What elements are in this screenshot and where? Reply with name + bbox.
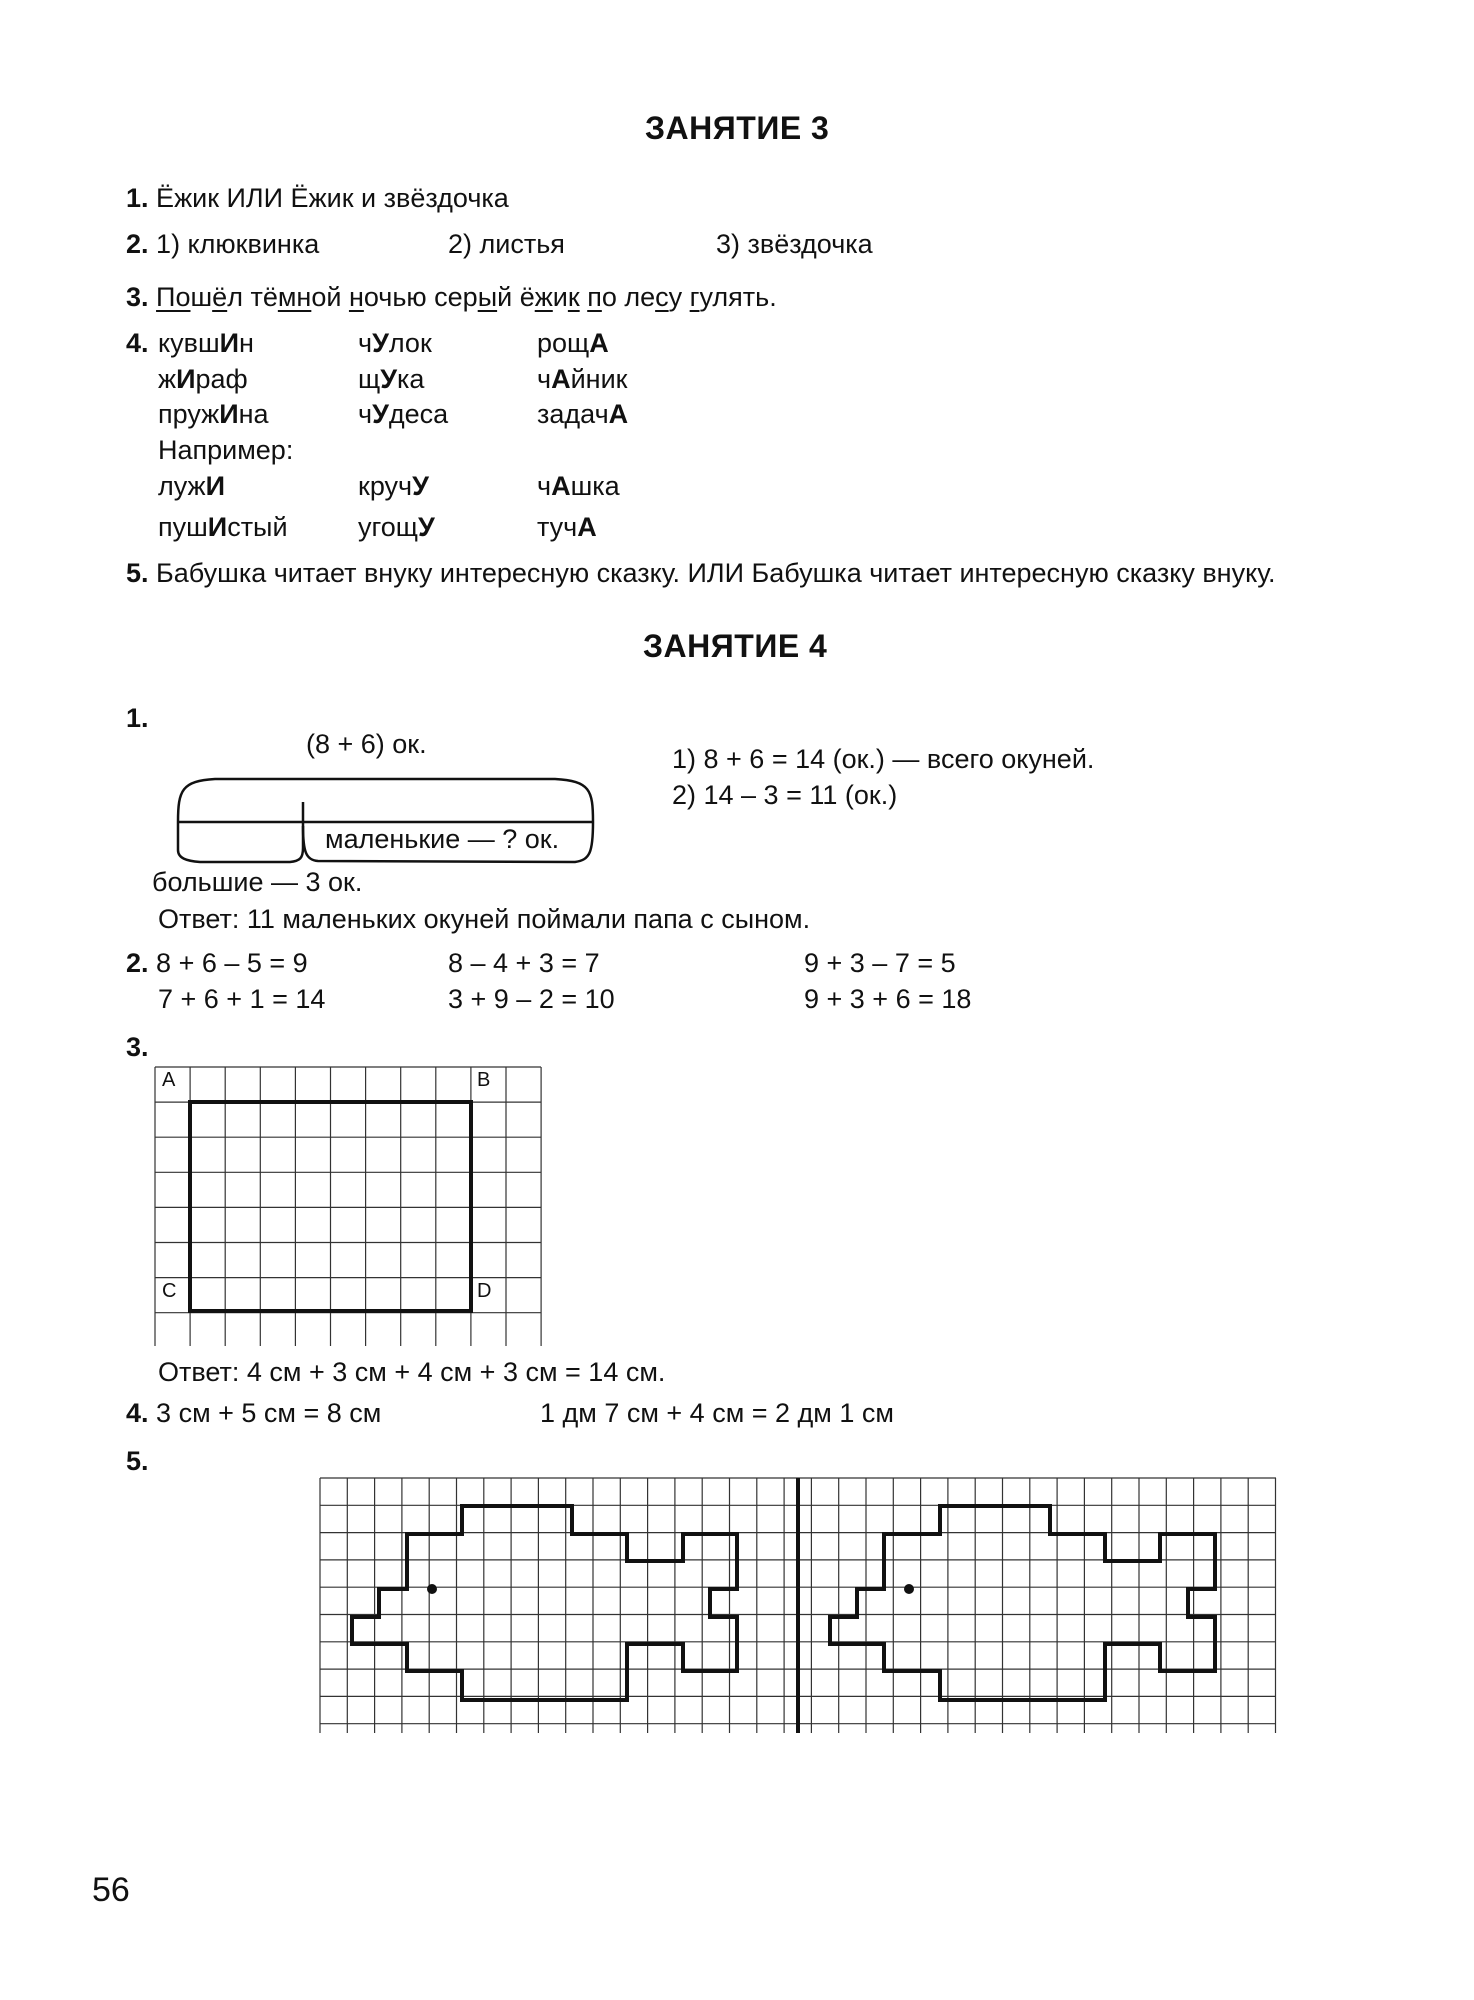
lesson3-title: ЗАНЯТИЕ 3 — [645, 110, 830, 146]
sentence-underlined: Пошёл тёмной ночью серый ёжик по лесу гулять. — [156, 282, 777, 312]
corner-label-d: D — [477, 1280, 492, 1302]
solution-step: 1) 8 + 6 = 14 (ок.) — всего окуней. — [672, 744, 1095, 774]
word: рощА — [537, 328, 609, 358]
word: щУка — [358, 364, 425, 394]
task-number: 3. — [126, 282, 149, 312]
word: кувшИн — [158, 328, 254, 358]
word: кручУ — [358, 471, 429, 501]
total-label: (8 + 6) ок. — [306, 729, 427, 759]
measure: 1 дм 7 см + 4 см = 2 дм 1 см — [540, 1398, 894, 1428]
page-number: 56 — [92, 1871, 130, 1909]
fish-eye-right — [904, 1584, 914, 1594]
task-number: 1. — [126, 703, 149, 733]
task-number: 5. — [126, 558, 149, 588]
equation: 9 + 3 + 6 = 18 — [804, 984, 972, 1014]
word: чАшка — [537, 471, 620, 501]
corner-label-a: A — [162, 1069, 176, 1091]
fish-eye-left — [427, 1584, 437, 1594]
answer: Ответ: 11 маленьких окуней поймали папа с сыном. — [158, 904, 811, 934]
equation: 7 + 6 + 1 = 14 — [158, 984, 326, 1014]
answer-item: 3) звёздочка — [716, 229, 873, 259]
task-text: Бабушка читает внуку интересную сказку. ИЛИ Бабушка читает интересную сказку внуку. — [156, 558, 1276, 588]
answer: Ответ: 4 см + 3 см + 4 см + 3 см = 14 см. — [158, 1357, 666, 1387]
word: чАйник — [537, 364, 628, 394]
task-number: 1. — [126, 183, 149, 213]
task-number: 5. — [126, 1446, 149, 1476]
corner-label-c: C — [162, 1280, 177, 1302]
word: жИраф — [158, 364, 248, 394]
word: тучА — [537, 512, 597, 542]
answer-item: 2) листья — [448, 229, 565, 259]
task-text: Ёжик ИЛИ Ёжик и звёздочка — [156, 183, 509, 213]
task-number: 4. — [126, 328, 149, 358]
fish-outline-right — [830, 1506, 1215, 1700]
example-label: Например: — [158, 435, 294, 465]
equation: 9 + 3 – 7 = 5 — [804, 948, 956, 978]
word: угощУ — [358, 512, 435, 542]
corner-label-b: B — [477, 1069, 491, 1091]
task-number: 2. — [126, 229, 149, 259]
word: задачА — [537, 399, 629, 429]
word: пружИна — [158, 399, 269, 429]
small-label: маленькие — ? ок. — [325, 824, 560, 854]
equation: 8 – 4 + 3 = 7 — [448, 948, 600, 978]
word: чУдеса — [358, 399, 449, 429]
lesson4-title: ЗАНЯТИЕ 4 — [643, 628, 828, 664]
equation: 3 + 9 – 2 = 10 — [448, 984, 615, 1014]
fish-outline-left — [352, 1506, 737, 1700]
measure: 4. 3 см + 5 см = 8 см — [126, 1398, 382, 1428]
task-number: 3. — [126, 1032, 149, 1062]
equation: 2. 8 + 6 – 5 = 9 — [126, 948, 308, 978]
word: чУлок — [358, 328, 432, 358]
answer-item: 1) клюквинка — [156, 229, 320, 259]
word: пушИстый — [158, 512, 288, 542]
solution-step: 2) 14 – 3 = 11 (ок.) — [672, 780, 898, 810]
word: лужИ — [158, 471, 226, 501]
big-label: большие — 3 ок. — [152, 867, 363, 897]
